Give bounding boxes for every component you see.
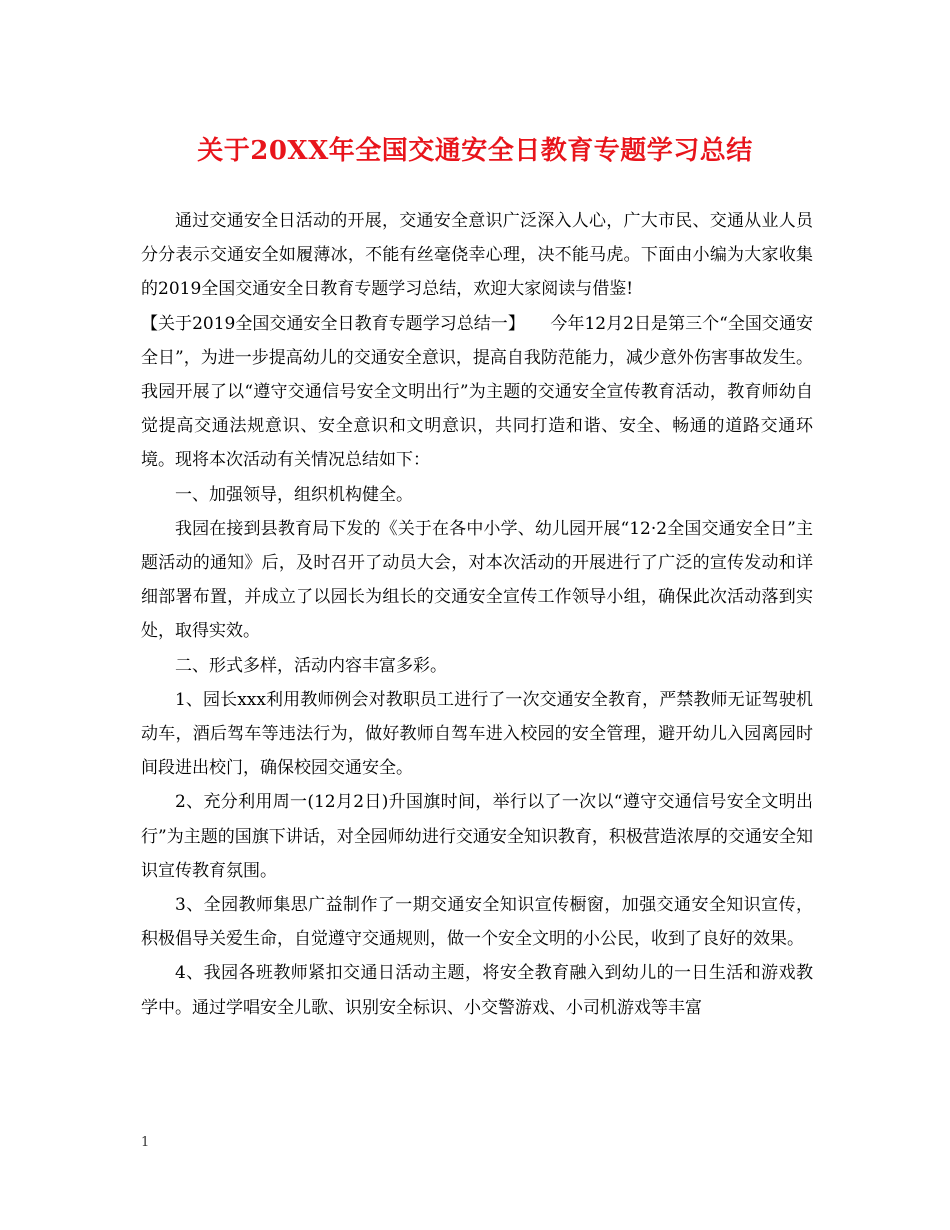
paragraph-item-3: 3、全园教师集思广益制作了一期交通安全知识宣传橱窗，加强交通安全知识宣传，积极倡导关爱生命，自觉遵守交通规则，做一个安全文明的小公民，收到了良好的效果。 (141, 895, 813, 950)
page-number: 1 (141, 1135, 150, 1150)
section-heading-one: 一、加强领导，组织机构健全。 (175, 484, 413, 505)
paragraph-item-2: 2、充分利用周一(12月2日)升国旗时间，举行以了一次以“遵守交通信号安全文明出行”为主题的国旗下讲话，对全园师幼进行交通安全知识教育，积极营造浓厚的交通安全知识宣传教育氛围。 (141, 792, 813, 881)
paragraph-summary-one: 【关于2019全国交通安全日教育专题学习总结一】 今年12月2日是第三个“全国交通安全日”，为进一步提高幼儿的交通安全意识，提高自我防范能力，减少意外伤害事故发生。我园开展了以“遵守交通信号安全文明出行”为主题的交通安全宣传教育活动，教育师幼自觉提高交通法规意识、安全意识和文明意识，共同打造和谐、安全、畅通的道路交通环境。现将本次活动有关情况总结如下： (141, 313, 813, 471)
document-body (141, 204, 813, 1025)
section-heading-two: 二、形式多样，活动内容丰富多彩。 (175, 655, 447, 676)
paragraph-intro: 通过交通安全日活动的开展，交通安全意识广泛深入人心，广大市民、交通从业人员分分表示交通安全如履薄冰，不能有丝毫侥幸心理，决不能马虎。下面由小编为大家收集的2019全国交通安全日教育专题学习总结，欢迎大家阅读与借鉴! (141, 211, 813, 300)
paragraph-item-1: 1、园长xxx利用教师例会对教职员工进行了一次交通安全教育，严禁教师无证驾驶机动车，酒后驾车等违法行为，做好教师自驾车进入校园的安全管理，避开幼儿入园离园时间段进出校门，确保校园交通安全。 (141, 689, 813, 779)
document-title: 关于20XX年全国交通安全日教育专题学习总结 (197, 136, 753, 166)
paragraph-item-4: 4、我园各班教师紧扣交通日活动主题，将安全教育融入到幼儿的一日生活和游戏教学中。通过学唱安全儿歌、识别安全标识、小交警游戏、小司机游戏等丰富 (141, 963, 813, 1018)
paragraph-section-one: 我园在接到县教育局下发的《关于在各中小学、幼儿园开展“12·2全国交通安全日”主题活动的通知》后，及时召开了动员大会，对本次活动的开展进行了广泛的宣传发动和详细部署布置，并成立了以园长为组长的交通安全宣传工作领导小组，确保此次活动落到实处，取得实效。 (141, 518, 813, 642)
